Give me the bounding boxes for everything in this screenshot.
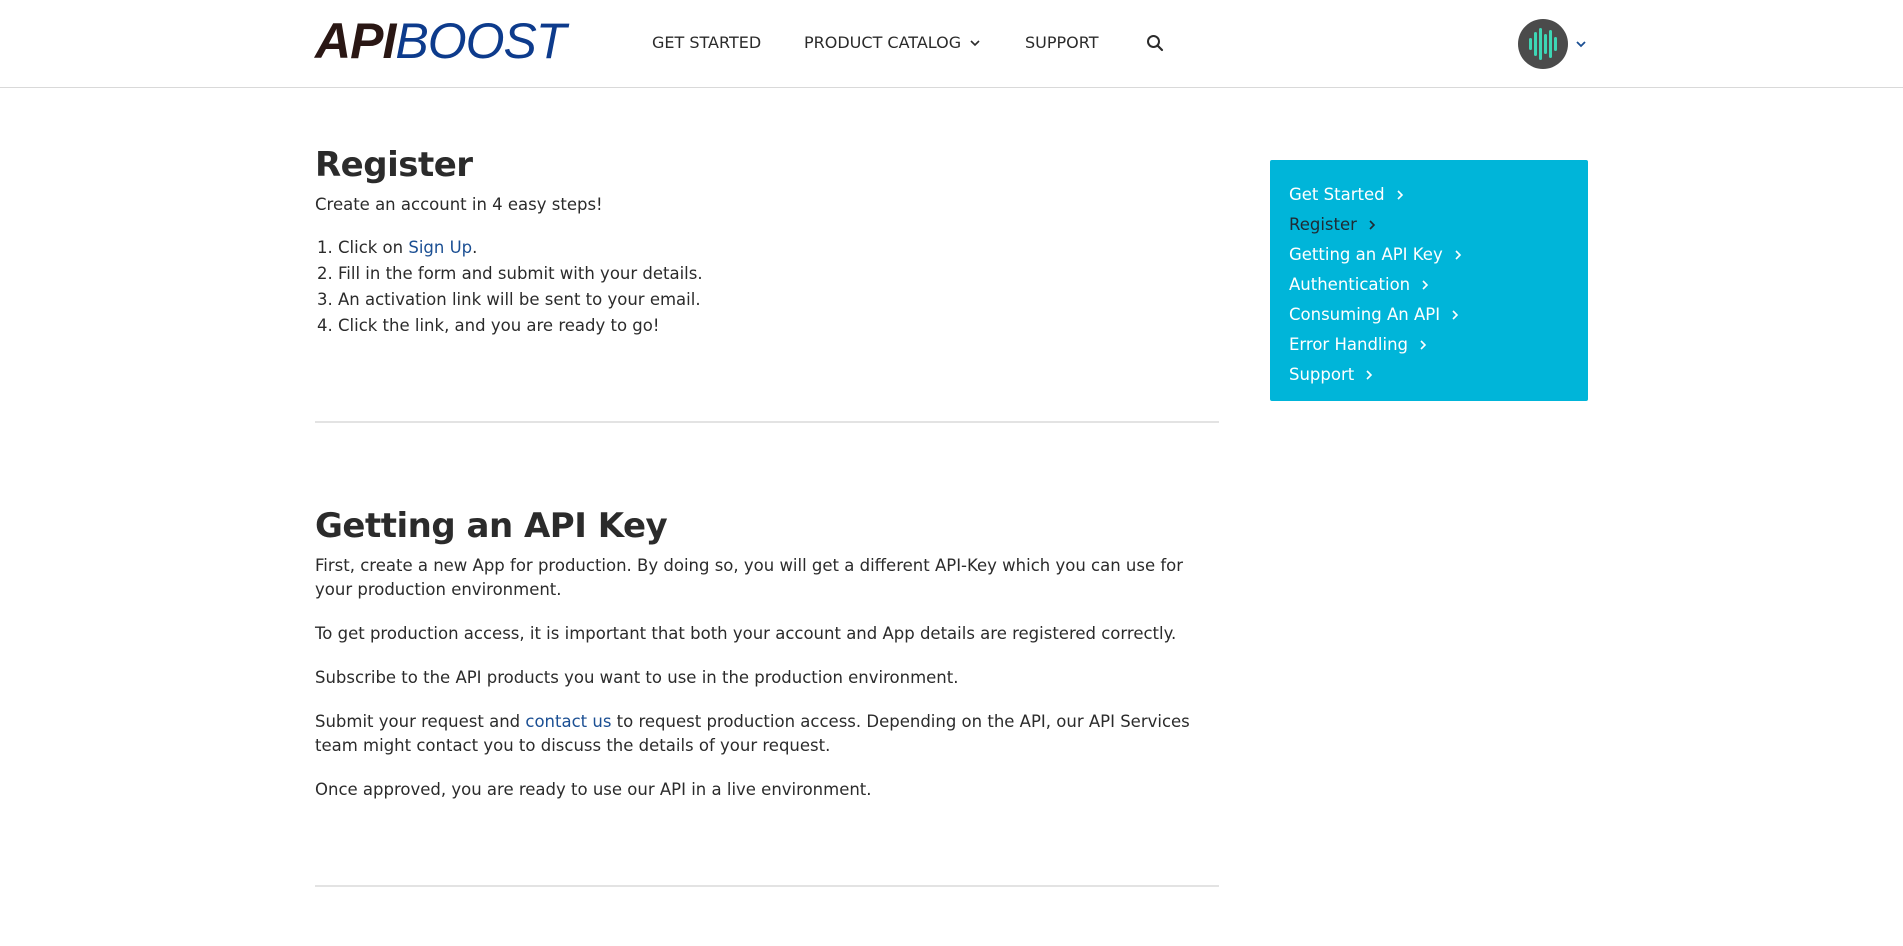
- register-heading: Register: [315, 145, 473, 185]
- sidebar-list: [1289, 180, 1463, 390]
- logo-part-boost: BOOST: [395, 13, 566, 69]
- api-key-paragraph-2: To get production access, it is important that both your account and App details are registered correctly.: [315, 624, 1177, 643]
- sidebar-item-authentication[interactable]: Authentication: [1289, 270, 1463, 300]
- api-key-paragraph-4: Submit your request and contact us to request production access. Depending on the API, our API Services team might contact you to discuss the details of your request.: [315, 712, 1190, 755]
- contact-us-link[interactable]: contact us: [525, 712, 612, 731]
- chevron-right-icon: [1367, 219, 1377, 231]
- api-key-paragraph-1: First, create a new App for production. By doing so, you will get a different API-Key which you can use for your production environment.: [315, 556, 1184, 599]
- docs-sidebar: [1270, 160, 1588, 401]
- api-key-paragraph-3: Subscribe to the API products you want to use in the production environment.: [315, 668, 959, 687]
- sidebar-item-register[interactable]: Register: [1289, 210, 1463, 240]
- nav-support[interactable]: SUPPORT: [1025, 33, 1099, 52]
- nav-get-started[interactable]: GET STARTED: [652, 33, 762, 52]
- soundwave-avatar-icon: [1518, 19, 1568, 69]
- chevron-right-icon: [1364, 369, 1374, 381]
- chevron-right-icon: [1450, 309, 1460, 321]
- sidebar-item-get-started[interactable]: Get Started: [1289, 180, 1463, 210]
- nav-product-catalog[interactable]: [804, 33, 981, 52]
- chevron-right-icon: [1420, 279, 1430, 291]
- section-divider: [315, 421, 1219, 423]
- sidebar-item-support[interactable]: Support: [1289, 360, 1463, 390]
- nav-product-catalog-label: PRODUCT CATALOG: [804, 33, 962, 52]
- chevron-right-icon: [1418, 339, 1428, 351]
- sidebar-item-getting-an-api-key[interactable]: Getting an API Key: [1289, 240, 1463, 270]
- api-key-paragraph-5: Once approved, you are ready to use our API in a live environment.: [315, 780, 872, 799]
- section-divider: [315, 885, 1219, 887]
- top-navbar: [0, 0, 1903, 88]
- api-key-heading: Getting an API Key: [315, 506, 668, 546]
- chevron-right-icon: [1395, 189, 1405, 201]
- logo-part-api: API: [315, 13, 396, 69]
- register-steps: [317, 235, 703, 339]
- chevron-down-icon: [969, 37, 981, 49]
- chevron-right-icon: [1453, 249, 1463, 261]
- sign-up-link[interactable]: Sign Up: [408, 238, 473, 257]
- list-item: 1. Click on Sign Up.: [317, 238, 478, 257]
- search-icon[interactable]: [1146, 34, 1164, 52]
- chevron-down-icon[interactable]: [1574, 38, 1588, 50]
- apiboost-logo[interactable]: [315, 13, 566, 69]
- list-item: 3. An activation link will be sent to your email.: [317, 290, 701, 309]
- list-item: 2. Fill in the form and submit with your details.: [317, 264, 703, 283]
- sidebar-item-consuming-an-api[interactable]: Consuming An API: [1289, 300, 1463, 330]
- sidebar-item-error-handling[interactable]: Error Handling: [1289, 330, 1463, 360]
- register-intro: Create an account in 4 easy steps!: [315, 195, 603, 214]
- user-avatar[interactable]: [1518, 19, 1568, 69]
- list-item: 4. Click the link, and you are ready to go!: [317, 316, 660, 335]
